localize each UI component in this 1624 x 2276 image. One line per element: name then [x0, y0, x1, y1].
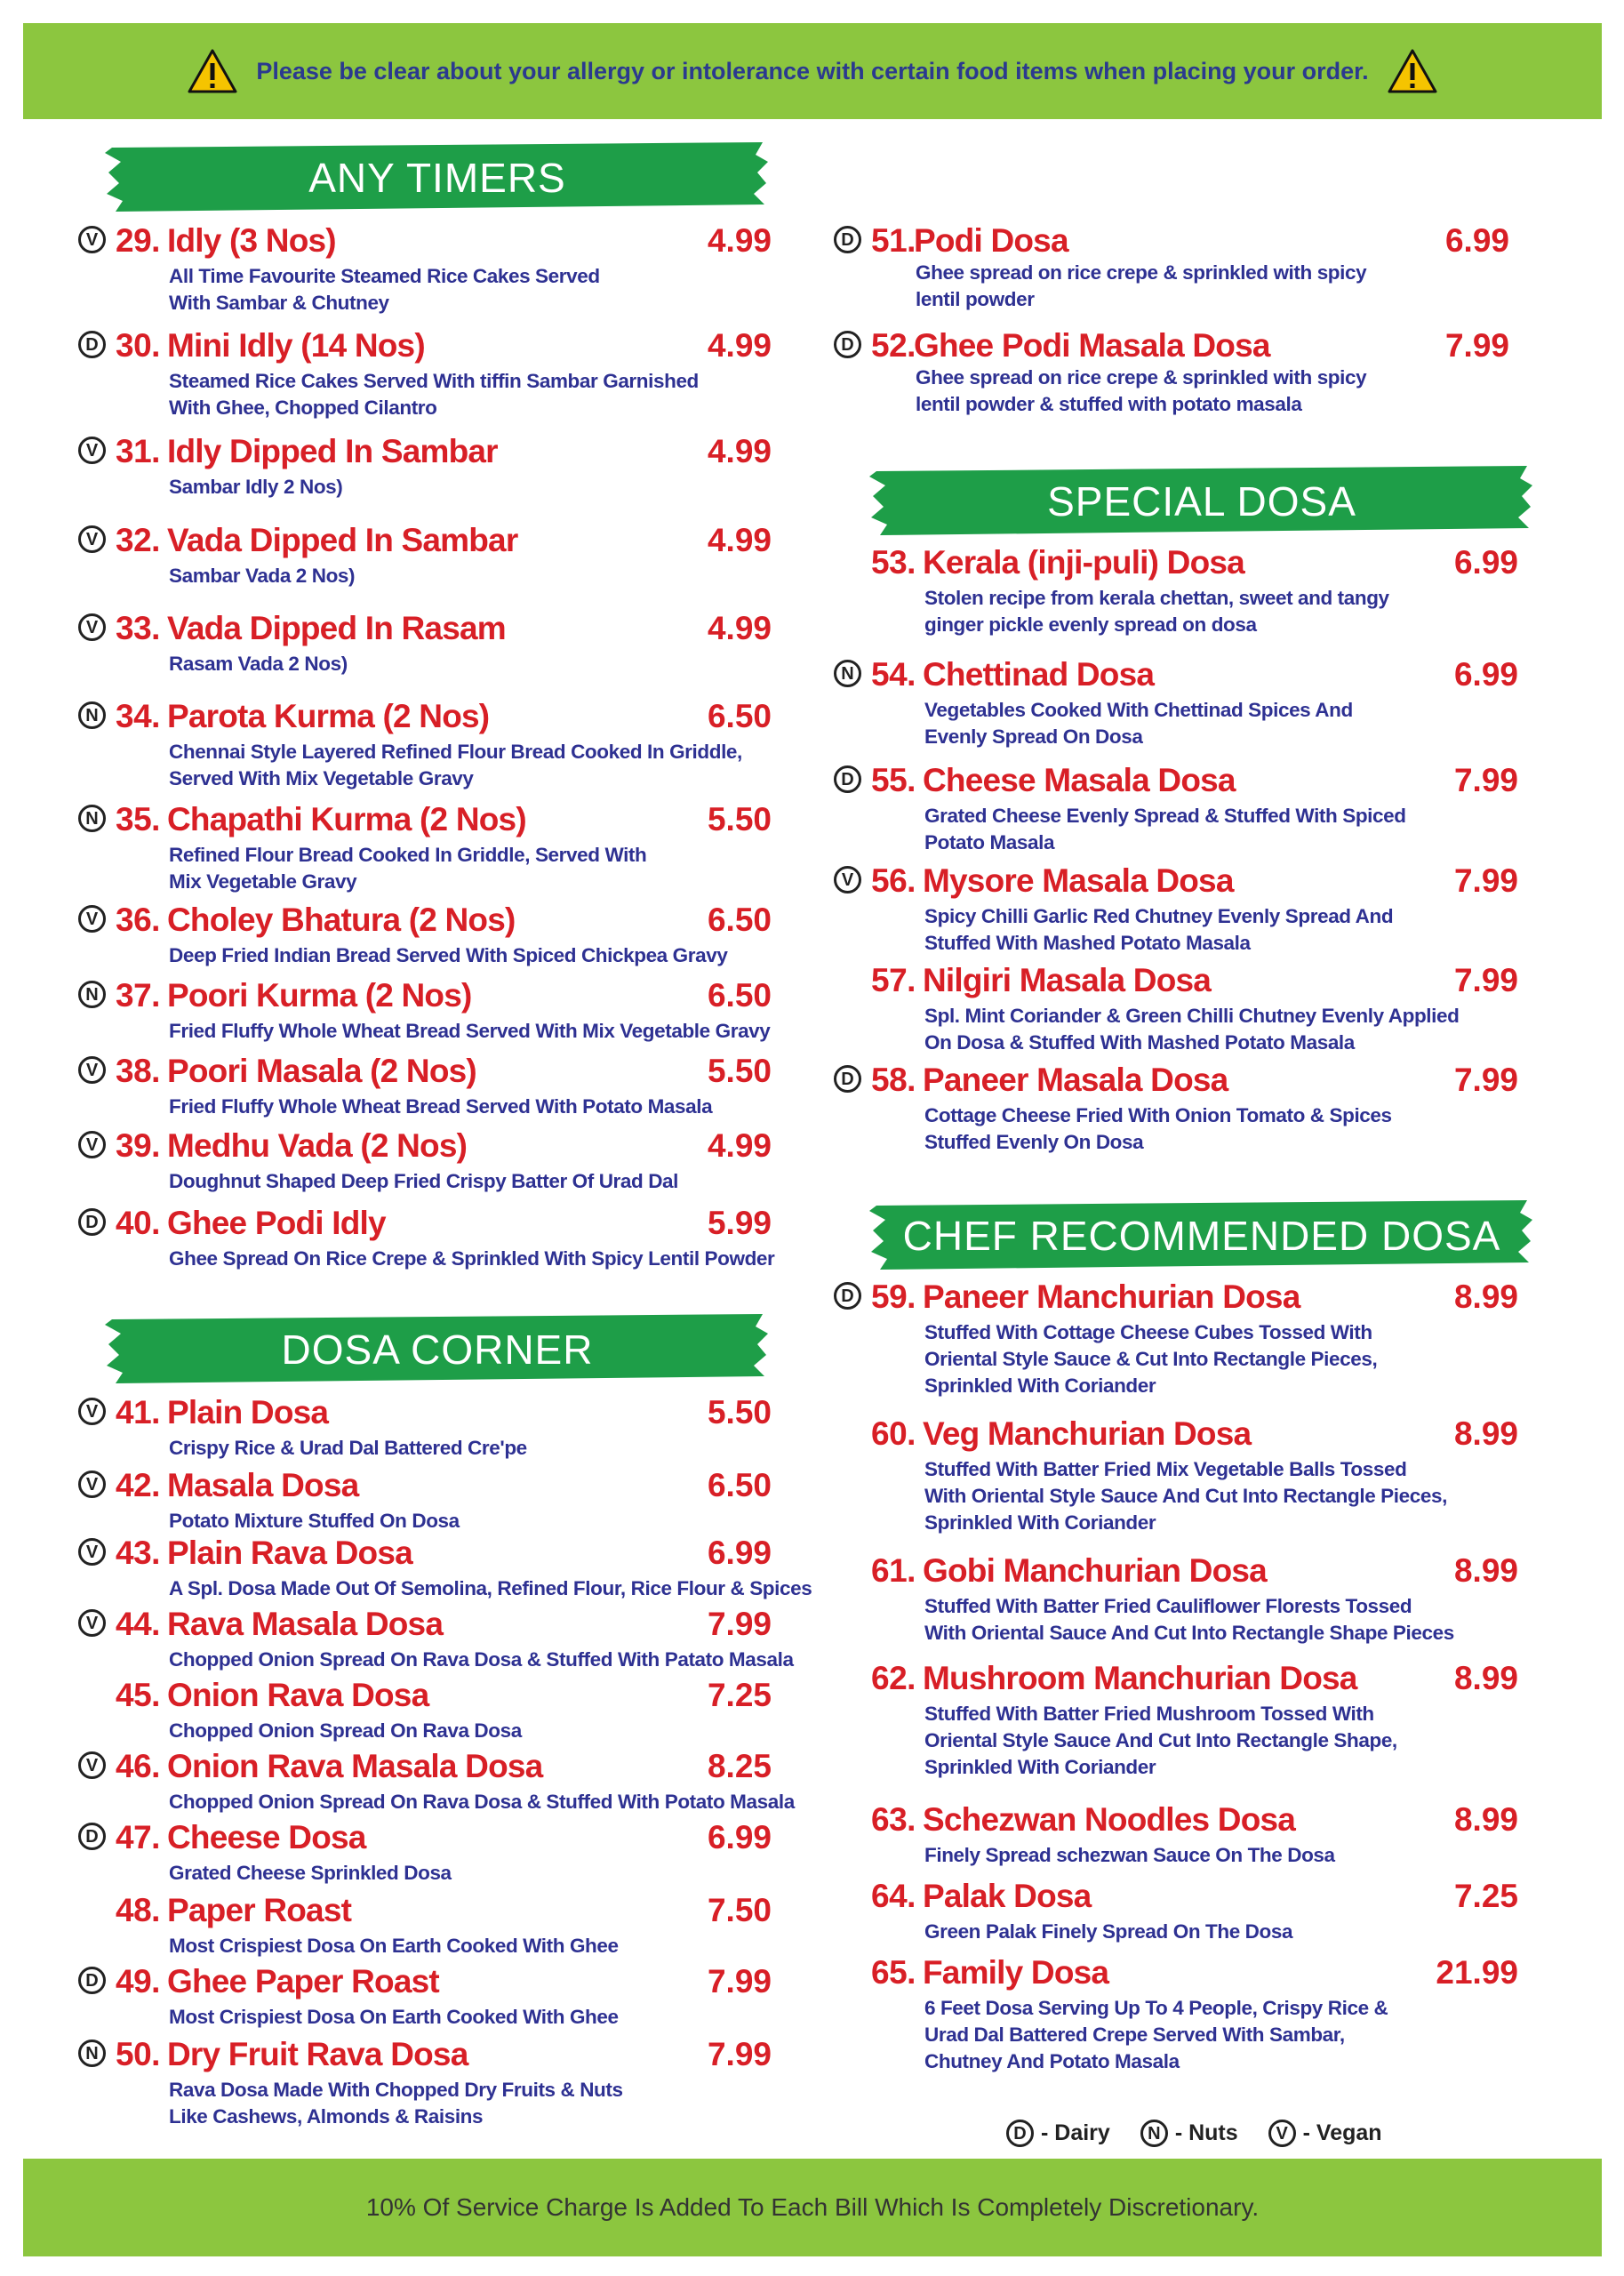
description-line: Spicy Chilli Garlic Red Chutney Evenly Spread And [924, 905, 1394, 927]
description-line: Like Cashews, Almonds & Raisins [169, 2105, 484, 2128]
vegan-badge-icon: V [78, 613, 106, 641]
item-number: 59. [871, 1278, 916, 1315]
item-name: Mushroom Manchurian Dosa [923, 1660, 1357, 1696]
description-line: Doughnut Shaped Deep Fried Crispy Batter Of Urad Dal [169, 1170, 679, 1192]
item-number: 50. [116, 2036, 160, 2072]
dairy-badge-icon: D [1006, 2120, 1034, 2147]
item-name: Ghee Podi Idly [167, 1205, 386, 1241]
item-price: 8.25 [707, 1748, 772, 1784]
item-description [169, 739, 742, 792]
item-name: Poori Kurma (2 Nos) [167, 977, 472, 1014]
item-number: 38. [116, 1053, 160, 1089]
item-name: Schezwan Noodles Dosa [923, 1801, 1296, 1838]
item-price: 5.50 [707, 1394, 772, 1431]
item-number: 37. [116, 977, 160, 1014]
item-description [169, 2004, 619, 2031]
item-description [924, 803, 1406, 856]
description-line: Rasam Vada 2 Nos) [169, 653, 348, 675]
item-description [169, 842, 646, 895]
item-name: Palak Dosa [923, 1878, 1092, 1914]
item-name: Vada Dipped In Sambar [167, 522, 518, 558]
item-name: Kerala (inji-puli) Dosa [923, 544, 1244, 581]
item-name: Podi Dosa [914, 222, 1068, 259]
item-number: 36. [116, 902, 160, 938]
item-description [169, 1168, 678, 1195]
item-number: 39. [116, 1127, 160, 1164]
nuts-badge-icon: N [78, 701, 106, 729]
item-number: 61. [871, 1552, 916, 1589]
item-number: 56. [871, 862, 916, 899]
item-price: 4.99 [707, 222, 772, 259]
section-banner-any-timers [105, 142, 770, 213]
description-line: Stuffed With Batter Fried Mix Vegetable Balls Tossed [924, 1458, 1407, 1480]
legend-label: - Vegan [1302, 2120, 1382, 2145]
description-line: Stuffed With Cottage Cheese Cubes Tossed With [924, 1321, 1372, 1343]
item-price: 6.99 [1453, 544, 1518, 581]
item-number: 62. [871, 1660, 916, 1696]
item-number: 42. [116, 1467, 160, 1503]
description-line: Ghee spread on rice crepe & sprinkled with spicy [916, 261, 1367, 284]
vegan-badge-icon: V [78, 1131, 106, 1158]
item-description [924, 1102, 1392, 1156]
item-description [924, 1701, 1397, 1781]
item-price: 6.99 [707, 1819, 772, 1855]
nuts-badge-icon: N [78, 805, 106, 832]
item-name: Mysore Masala Dosa [923, 862, 1234, 899]
item-number: 33. [116, 610, 160, 646]
description-line: Stuffed Evenly On Dosa [924, 1131, 1144, 1153]
item-description [924, 903, 1393, 957]
item-name: Masala Dosa [167, 1467, 359, 1503]
description-line: Grated Cheese Evenly Spread & Stuffed With Spiced [924, 805, 1406, 827]
description-line: Sambar Idly 2 Nos) [169, 476, 343, 498]
vegan-badge-icon: V [78, 226, 106, 253]
section-banner-special-dosa [869, 466, 1534, 537]
item-price: 8.99 [1453, 1801, 1518, 1838]
item-description [169, 1435, 527, 1462]
vegan-badge-icon: V [834, 866, 861, 894]
description-line: lentil powder & stuffed with potato masala [916, 393, 1302, 415]
description-line: lentil powder [916, 288, 1035, 310]
item-name: Onion Rava Dosa [167, 1677, 429, 1713]
description-line: All Time Favourite Steamed Rice Cakes Served [169, 265, 600, 287]
description-line: Deep Fried Indian Bread Served With Spiced Chickpea Gravy [169, 944, 728, 966]
item-description [169, 1789, 795, 1815]
item-description [169, 1018, 770, 1045]
dairy-badge-icon: D [834, 226, 861, 253]
item-price: 6.50 [707, 698, 772, 734]
item-price: 7.50 [707, 1892, 772, 1928]
description-line: Crispy Rice & Urad Dal Battered Cre'pe [169, 1437, 527, 1459]
description-line: Most Crispiest Dosa On Earth Cooked With Ghee [169, 1935, 619, 1957]
item-price: 7.99 [1444, 327, 1509, 364]
allergy-notice-bar [23, 23, 1602, 119]
item-price: 6.99 [1444, 222, 1509, 259]
vegan-badge-icon: V [78, 1471, 106, 1498]
nuts-badge-icon: N [834, 660, 861, 687]
description-line: Sprinkled With Coriander [924, 1756, 1156, 1778]
item-description [169, 942, 727, 969]
item-description [169, 1575, 812, 1602]
item-price: 7.99 [1453, 762, 1518, 798]
nuts-badge-icon: N [1140, 2120, 1168, 2147]
section-title: SPECIAL DOSA [1047, 478, 1356, 525]
dairy-badge-icon: D [834, 1065, 861, 1093]
item-price: 8.99 [1453, 1278, 1518, 1315]
description-line: On Dosa & Stuffed With Mashed Potato Masala [924, 1031, 1355, 1054]
description-line: Chopped Onion Spread On Rava Dosa [169, 1719, 522, 1742]
legend-vegan [1268, 2120, 1382, 2147]
item-number: 40. [116, 1205, 160, 1241]
item-number: 44. [116, 1606, 160, 1642]
item-description [169, 1647, 794, 1673]
item-name: Cheese Dosa [167, 1819, 366, 1855]
item-name: Chapathi Kurma (2 Nos) [167, 801, 526, 837]
description-line: Rava Dosa Made With Chopped Dry Fruits & Nuts [169, 2079, 623, 2101]
item-number: 46. [116, 1748, 160, 1784]
item-number: 30. [116, 327, 160, 364]
item-price: 4.99 [707, 1127, 772, 1164]
item-price: 6.50 [707, 902, 772, 938]
description-line: With Ghee, Chopped Cilantro [169, 397, 437, 419]
description-line: Ghee Spread On Rice Crepe & Sprinkled With Spicy Lentil Powder [169, 1247, 775, 1270]
item-name: Idly (3 Nos) [167, 222, 336, 259]
description-line: 6 Feet Dosa Serving Up To 4 People, Crispy Rice & [924, 1997, 1388, 2019]
description-line: Sprinkled With Coriander [924, 1511, 1156, 1534]
item-number: 55. [871, 762, 916, 798]
item-price: 7.99 [707, 2036, 772, 2072]
item-number: 45. [116, 1677, 160, 1713]
description-line: ginger pickle evenly spread on dosa [924, 613, 1257, 636]
dairy-badge-icon: D [834, 331, 861, 358]
section-title: DOSA CORNER [281, 1326, 594, 1373]
item-price: 7.25 [707, 1677, 772, 1713]
item-description [924, 697, 1353, 750]
description-line: Mix Vegetable Gravy [169, 870, 357, 893]
item-number: 65. [871, 1954, 916, 1991]
item-name: Poori Masala (2 Nos) [167, 1053, 476, 1089]
item-name: Plain Rava Dosa [167, 1535, 412, 1571]
item-number: 32. [116, 522, 160, 558]
item-number: 54. [871, 656, 916, 693]
item-name: Onion Rava Masala Dosa [167, 1748, 543, 1784]
description-line: With Oriental Style Sauce And Cut Into Rectangle Pieces, [924, 1485, 1447, 1507]
description-line: Chopped Onion Spread On Rava Dosa & Stuffed With Potato Masala [169, 1791, 795, 1813]
item-name: Vada Dipped In Rasam [167, 610, 506, 646]
item-description [169, 368, 699, 421]
item-number: 52. [871, 327, 916, 364]
dairy-badge-icon: D [78, 1823, 106, 1850]
item-description [169, 651, 348, 677]
description-line: Green Palak Finely Spread On The Dosa [924, 1920, 1293, 1943]
dairy-badge-icon: D [78, 331, 106, 358]
legend-nuts [1140, 2120, 1238, 2147]
dietary-legend [1006, 2120, 1415, 2147]
service-charge-bar [23, 2159, 1602, 2256]
item-description [169, 1718, 522, 1744]
item-name: Idly Dipped In Sambar [167, 433, 498, 469]
legend-label: - Dairy [1041, 2120, 1110, 2145]
item-description [169, 563, 355, 589]
item-number: 49. [116, 1963, 160, 2000]
warning-icon [1387, 48, 1438, 94]
warning-icon [187, 48, 238, 94]
item-description [924, 1456, 1447, 1536]
description-line: With Oriental Sauce And Cut Into Rectangle Shape Pieces [924, 1622, 1454, 1644]
item-number: 35. [116, 801, 160, 837]
item-name: Ghee Paper Roast [167, 1963, 439, 2000]
legend-dairy [1006, 2120, 1110, 2147]
item-description [924, 1919, 1292, 1945]
description-line: Chopped Onion Spread On Rava Dosa & Stuffed With Patato Masala [169, 1648, 794, 1671]
allergy-notice: Please be clear about your allergy or intolerance with certain food items when placing your order. [256, 57, 1369, 84]
description-line: Urad Dal Battered Crepe Served With Sambar, [924, 2024, 1345, 2046]
item-number: 64. [871, 1878, 916, 1914]
description-line: Ghee spread on rice crepe & sprinkled with spicy [916, 366, 1367, 389]
item-description [924, 1593, 1454, 1647]
item-description [924, 1003, 1459, 1056]
description-line: Grated Cheese Sprinkled Dosa [169, 1862, 452, 1884]
item-name: Paneer Manchurian Dosa [923, 1278, 1300, 1315]
item-name: Veg Manchurian Dosa [923, 1415, 1252, 1452]
item-name: Rava Masala Dosa [167, 1606, 444, 1642]
description-line: Fried Fluffy Whole Wheat Bread Served With Potato Masala [169, 1095, 713, 1118]
item-name: Cheese Masala Dosa [923, 762, 1236, 798]
description-line: Potato Mixture Stuffed On Dosa [169, 1510, 460, 1532]
dairy-badge-icon: D [834, 765, 861, 793]
item-number: 48. [116, 1892, 160, 1928]
item-number: 51. [871, 222, 916, 259]
item-name: Paneer Masala Dosa [923, 1062, 1228, 1098]
item-price: 7.99 [707, 1963, 772, 2000]
dairy-badge-icon: D [78, 1208, 106, 1236]
description-line: Steamed Rice Cakes Served With tiffin Sambar Garnished [169, 370, 699, 392]
item-price: 4.99 [707, 522, 772, 558]
vegan-badge-icon: V [1268, 2120, 1296, 2147]
vegan-badge-icon: V [78, 525, 106, 553]
description-line: Spl. Mint Coriander & Green Chilli Chutney Evenly Applied [924, 1005, 1460, 1027]
item-description [924, 585, 1389, 638]
item-price: 6.50 [707, 1467, 772, 1503]
nuts-badge-icon: N [78, 2040, 106, 2067]
item-number: 53. [871, 544, 916, 581]
item-description [169, 1094, 712, 1120]
item-name: Ghee Podi Masala Dosa [914, 327, 1270, 364]
service-charge-notice: 10% Of Service Charge Is Added To Each Bill Which Is Completely Discretionary. [365, 2193, 1260, 2221]
item-price: 6.50 [707, 977, 772, 1014]
item-price: 8.99 [1453, 1552, 1518, 1589]
item-description [169, 474, 342, 501]
item-number: 34. [116, 698, 160, 734]
description-line: Cottage Cheese Fried With Onion Tomato & Spices [924, 1104, 1392, 1126]
item-description [924, 1842, 1335, 1869]
vegan-badge-icon: V [78, 905, 106, 933]
item-price: 6.99 [1453, 656, 1518, 693]
description-line: Oriental Style Sauce & Cut Into Rectangle Pieces, [924, 1348, 1378, 1370]
item-price: 5.50 [707, 801, 772, 837]
item-name: Paper Roast [167, 1892, 352, 1928]
item-number: 29. [116, 222, 160, 259]
description-line: Fried Fluffy Whole Wheat Bread Served With Mix Vegetable Gravy [169, 1020, 771, 1042]
item-number: 60. [871, 1415, 916, 1452]
item-description [169, 1246, 774, 1272]
description-line: Stuffed With Batter Fried Mushroom Tossed With [924, 1703, 1374, 1725]
vegan-badge-icon: V [78, 1538, 106, 1566]
section-banner-chef-recommended [869, 1200, 1534, 1271]
item-price: 21.99 [1436, 1954, 1518, 1991]
item-price: 7.25 [1453, 1878, 1518, 1914]
description-line: Sambar Vada 2 Nos) [169, 565, 356, 587]
item-number: 63. [871, 1801, 916, 1838]
item-number: 41. [116, 1394, 160, 1431]
item-price: 6.99 [707, 1535, 772, 1571]
item-description [169, 263, 600, 317]
description-line: Stuffed With Mashed Potato Masala [924, 932, 1251, 954]
description-line: Chennai Style Layered Refined Flour Bread Cooked In Griddle, [169, 741, 742, 763]
section-title: CHEF RECOMMENDED DOSA [902, 1213, 1501, 1259]
section-title: ANY TIMERS [308, 155, 566, 201]
item-name: Dry Fruit Rava Dosa [167, 2036, 468, 2072]
item-number: 47. [116, 1819, 160, 1855]
item-description [169, 1860, 452, 1887]
item-name: Mini Idly (14 Nos) [167, 327, 425, 364]
description-line: With Sambar & Chutney [169, 292, 389, 314]
description-line: Finely Spread schezwan Sauce On The Dosa [924, 1844, 1335, 1866]
item-name: Chettinad Dosa [923, 656, 1155, 693]
description-line: Served With Mix Vegetable Gravy [169, 767, 474, 789]
description-line: Refined Flour Bread Cooked In Griddle, Served With [169, 844, 647, 866]
vegan-badge-icon: V [78, 1398, 106, 1425]
item-price: 7.99 [1453, 962, 1518, 998]
item-price: 5.50 [707, 1053, 772, 1089]
item-price: 4.99 [707, 327, 772, 364]
vegan-badge-icon: V [78, 1056, 106, 1084]
item-number: 43. [116, 1535, 160, 1571]
item-description [169, 1933, 619, 1959]
item-price: 5.99 [707, 1205, 772, 1241]
description-line: Vegetables Cooked With Chettinad Spices And [924, 699, 1353, 721]
vegan-badge-icon: V [78, 1609, 106, 1637]
dairy-badge-icon: D [834, 1282, 861, 1310]
item-name: Choley Bhatura (2 Nos) [167, 902, 516, 938]
section-banner-dosa-corner [105, 1314, 770, 1385]
description-line: Sprinkled With Coriander [924, 1374, 1156, 1397]
item-name: Medhu Vada (2 Nos) [167, 1127, 468, 1164]
description-line: Most Crispiest Dosa On Earth Cooked With Ghee [169, 2006, 619, 2028]
item-number: 58. [871, 1062, 916, 1098]
item-name: Gobi Manchurian Dosa [923, 1552, 1267, 1589]
item-name: Family Dosa [923, 1954, 1109, 1991]
description-line: Stuffed With Batter Fried Cauliflower Florests Tossed [924, 1595, 1412, 1617]
description-line: Stolen recipe from kerala chettan, sweet and tangy [924, 587, 1389, 609]
item-price: 7.99 [707, 1606, 772, 1642]
item-description [169, 1508, 460, 1535]
item-description [916, 365, 1366, 418]
item-price: 4.99 [707, 610, 772, 646]
item-name: Nilgiri Masala Dosa [923, 962, 1212, 998]
item-name: Parota Kurma (2 Nos) [167, 698, 490, 734]
legend-label: - Nuts [1174, 2120, 1238, 2145]
item-description [169, 2077, 623, 2130]
description-line: Potato Masala [924, 831, 1055, 854]
item-name: Plain Dosa [167, 1394, 329, 1431]
item-price: 8.99 [1453, 1415, 1518, 1452]
dairy-badge-icon: D [78, 1967, 106, 1994]
item-description [924, 1995, 1388, 2075]
description-line: Evenly Spread On Dosa [924, 725, 1143, 748]
item-description [916, 260, 1366, 313]
item-price: 4.99 [707, 433, 772, 469]
vegan-badge-icon: V [78, 1751, 106, 1779]
item-price: 8.99 [1453, 1660, 1518, 1696]
vegan-badge-icon: V [78, 437, 106, 464]
item-price: 7.99 [1453, 862, 1518, 899]
description-line: Oriental Style Sauce And Cut Into Rectangle Shape, [924, 1729, 1397, 1751]
nuts-badge-icon: N [78, 981, 106, 1008]
description-line: Chutney And Potato Masala [924, 2050, 1180, 2072]
item-description [924, 1319, 1377, 1399]
item-number: 31. [116, 433, 160, 469]
item-number: 57. [871, 962, 916, 998]
item-price: 7.99 [1453, 1062, 1518, 1098]
description-line: A Spl. Dosa Made Out Of Semolina, Refined Flour, Rice Flour & Spices [169, 1577, 812, 1599]
